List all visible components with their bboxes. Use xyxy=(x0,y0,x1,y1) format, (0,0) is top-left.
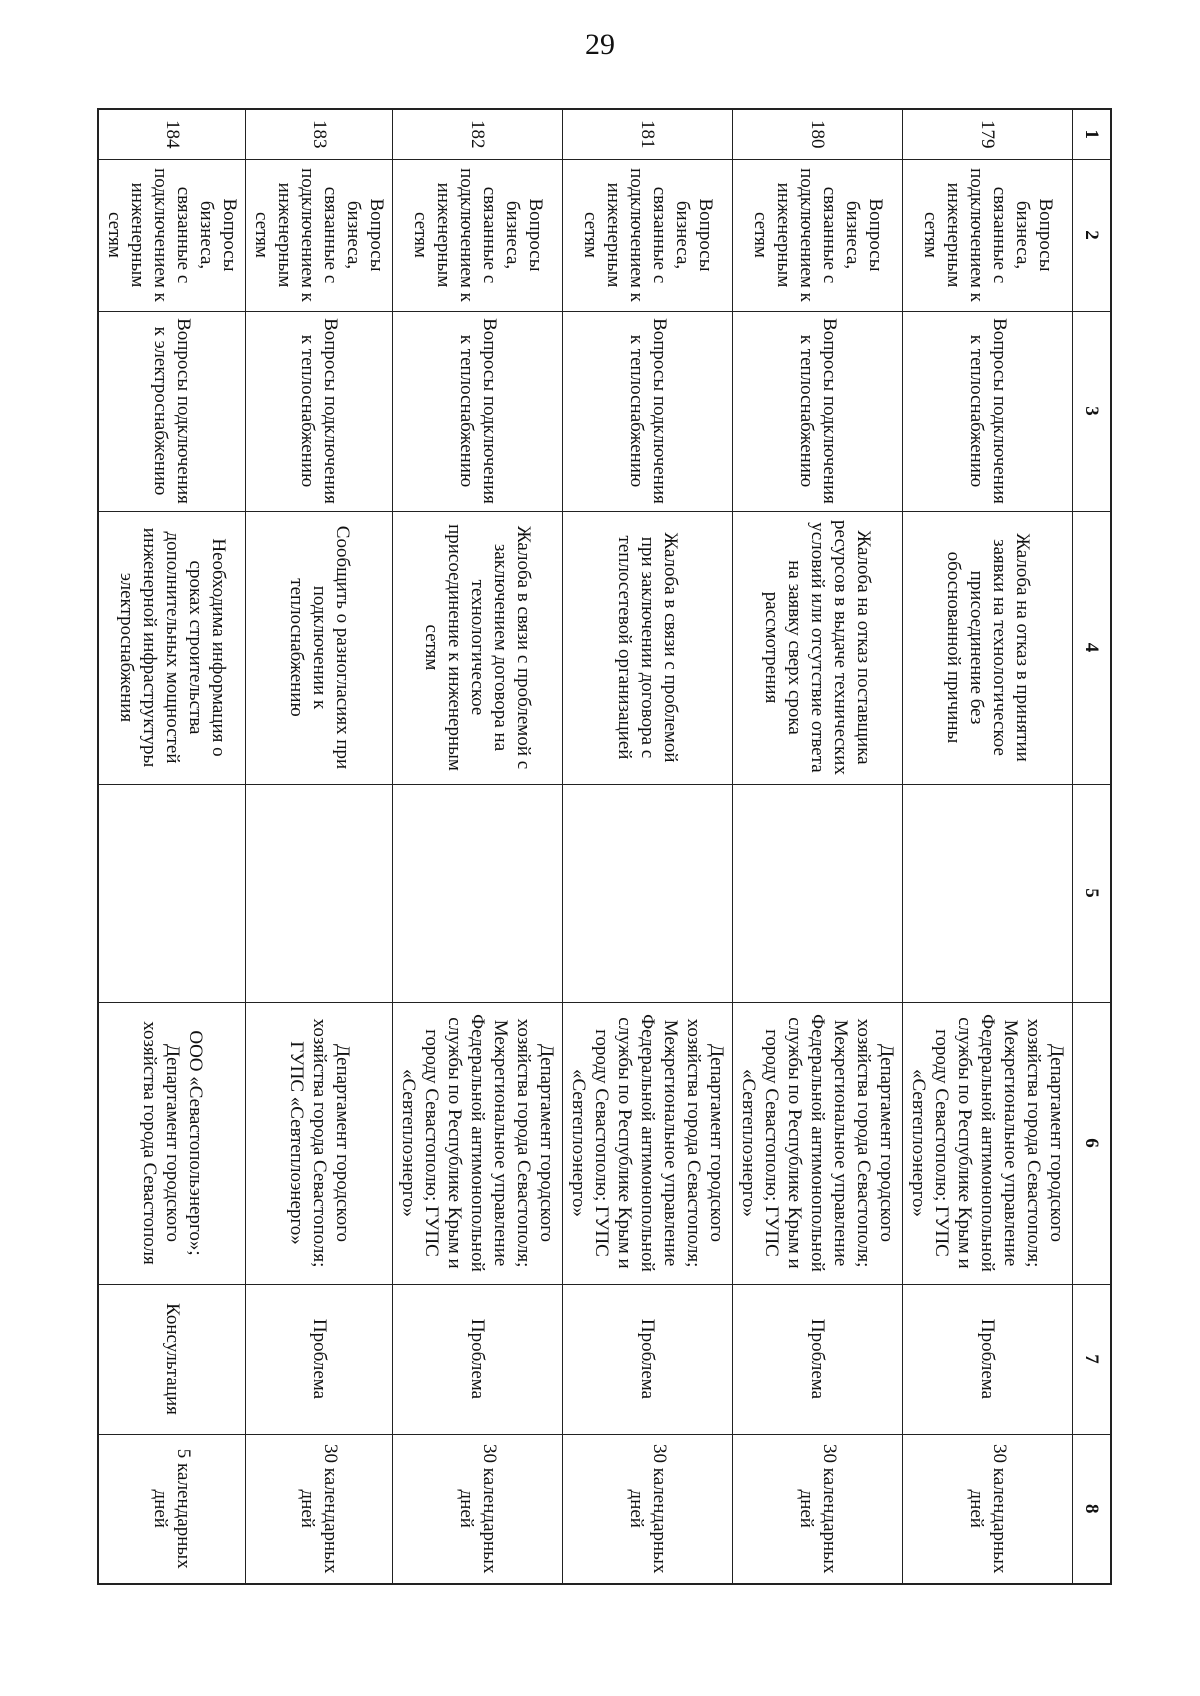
type-cell: Проблема xyxy=(393,1284,563,1434)
row-number: 181 xyxy=(563,109,733,159)
header-cell: 5 xyxy=(1073,784,1111,1002)
subtopic-cell: Вопросы подключения к теплоснабжению xyxy=(393,311,563,511)
topic-cell: Вопросы бизнеса, связанные с подключением к инженерным сетям xyxy=(733,159,903,311)
table-row xyxy=(393,109,563,1584)
description-cell: Жалоба в связи с проблемой с заключением договора на технологическое присоединение к инженерным сетям xyxy=(393,511,563,784)
table-header-row xyxy=(1073,109,1111,1584)
type-cell: Консультация xyxy=(99,1284,247,1434)
authority-cell: Департамент городского хозяйства города Севастополя; Межрегиональное управление Федеральной антимонопольной службы по Республике Крым и городу Севастополю; ГУПС «Севтеплоэнерго» xyxy=(733,1002,903,1284)
topic-cell: Вопросы бизнеса, связанные с подключением к инженерным сетям xyxy=(393,159,563,311)
description-cell: Жалоба в связи с проблемой при заключении договора с теплосетевой организацией xyxy=(563,511,733,784)
table-row xyxy=(246,109,393,1584)
row-number: 179 xyxy=(903,109,1073,159)
header-cell: 1 xyxy=(1073,109,1111,159)
table-row xyxy=(733,109,903,1584)
subtopic-cell: Вопросы подключения к теплоснабжению xyxy=(733,311,903,511)
page-number: 29 xyxy=(585,28,615,61)
table-row xyxy=(563,109,733,1584)
authority-cell: ООО «Севастопольэнерго»; Департамент городского хозяйства города Севастополя xyxy=(99,1002,247,1284)
data-table xyxy=(98,108,1113,1585)
empty-cell xyxy=(733,784,903,1002)
empty-cell xyxy=(563,784,733,1002)
description-cell: Жалоба на отказ в принятии заявки на технологическое присоединение без обоснованной причины xyxy=(903,511,1073,784)
row-number: 182 xyxy=(393,109,563,159)
term-cell: 30 календарных дней xyxy=(246,1434,393,1584)
row-number: 180 xyxy=(733,109,903,159)
empty-cell xyxy=(903,784,1073,1002)
topic-cell: Вопросы бизнеса, связанные с подключением к инженерным сетям xyxy=(246,159,393,311)
topic-cell: Вопросы бизнеса, связанные с подключением к инженерным сетям xyxy=(99,159,247,311)
description-cell: Необходима информация о сроках строительства дополнительных мощностей инженерной инфраструктуры электроснабжения xyxy=(99,511,247,784)
type-cell: Проблема xyxy=(903,1284,1073,1434)
table-row xyxy=(99,109,247,1584)
subtopic-cell: Вопросы подключения к теплоснабжению xyxy=(246,311,393,511)
term-cell: 30 календарных дней xyxy=(563,1434,733,1584)
description-cell: Сообщить о разногласиях при подключении к теплоснабжению xyxy=(246,511,393,784)
table-row xyxy=(903,109,1073,1584)
term-cell: 30 календарных дней xyxy=(393,1434,563,1584)
header-cell: 6 xyxy=(1073,1002,1111,1284)
subtopic-cell: Вопросы подключения к теплоснабжению xyxy=(563,311,733,511)
header-cell: 8 xyxy=(1073,1434,1111,1584)
authority-cell: Департамент городского хозяйства города Севастополя; Межрегиональное управление Федеральной антимонопольной службы по Республике Крым и городу Севастополю; ГУПС «Севтеплоэнерго» xyxy=(563,1002,733,1284)
term-cell: 5 календарных дней xyxy=(99,1434,247,1584)
type-cell: Проблема xyxy=(733,1284,903,1434)
subtopic-cell: Вопросы подключения к электроснабжению xyxy=(99,311,247,511)
row-number: 183 xyxy=(246,109,393,159)
term-cell: 30 календарных дней xyxy=(903,1434,1073,1584)
type-cell: Проблема xyxy=(246,1284,393,1434)
authority-cell: Департамент городского хозяйства города Севастополя; Межрегиональное управление Федеральной антимонопольной службы по Республике Крым и городу Севастополю; ГУПС «Севтеплоэнерго» xyxy=(903,1002,1073,1284)
empty-cell xyxy=(393,784,563,1002)
topic-cell: Вопросы бизнеса, связанные с подключением к инженерным сетям xyxy=(903,159,1073,311)
description-cell: Жалоба на отказ поставщика ресурсов в выдаче технических условий или отсутствие ответа на заявку сверх срока рассмотрения xyxy=(733,511,903,784)
header-cell: 2 xyxy=(1073,159,1111,311)
row-number: 184 xyxy=(99,109,247,159)
type-cell: Проблема xyxy=(563,1284,733,1434)
topic-cell: Вопросы бизнеса, связанные с подключением к инженерным сетям xyxy=(563,159,733,311)
rotated-table-container xyxy=(104,108,1112,1583)
term-cell: 30 календарных дней xyxy=(733,1434,903,1584)
authority-cell: Департамент городского хозяйства города Севастополя; Межрегиональное управление Федеральной антимонопольной службы по Республике Крым и городу Севастополю; ГУПС «Севтеплоэнерго» xyxy=(393,1002,563,1284)
header-cell: 3 xyxy=(1073,311,1111,511)
authority-cell: Департамент городского хозяйства города Севастополя; ГУПС «Севтеплоэнерго» xyxy=(246,1002,393,1284)
header-cell: 4 xyxy=(1073,511,1111,784)
subtopic-cell: Вопросы подключения к теплоснабжению xyxy=(903,311,1073,511)
empty-cell xyxy=(246,784,393,1002)
empty-cell xyxy=(99,784,247,1002)
header-cell: 7 xyxy=(1073,1284,1111,1434)
